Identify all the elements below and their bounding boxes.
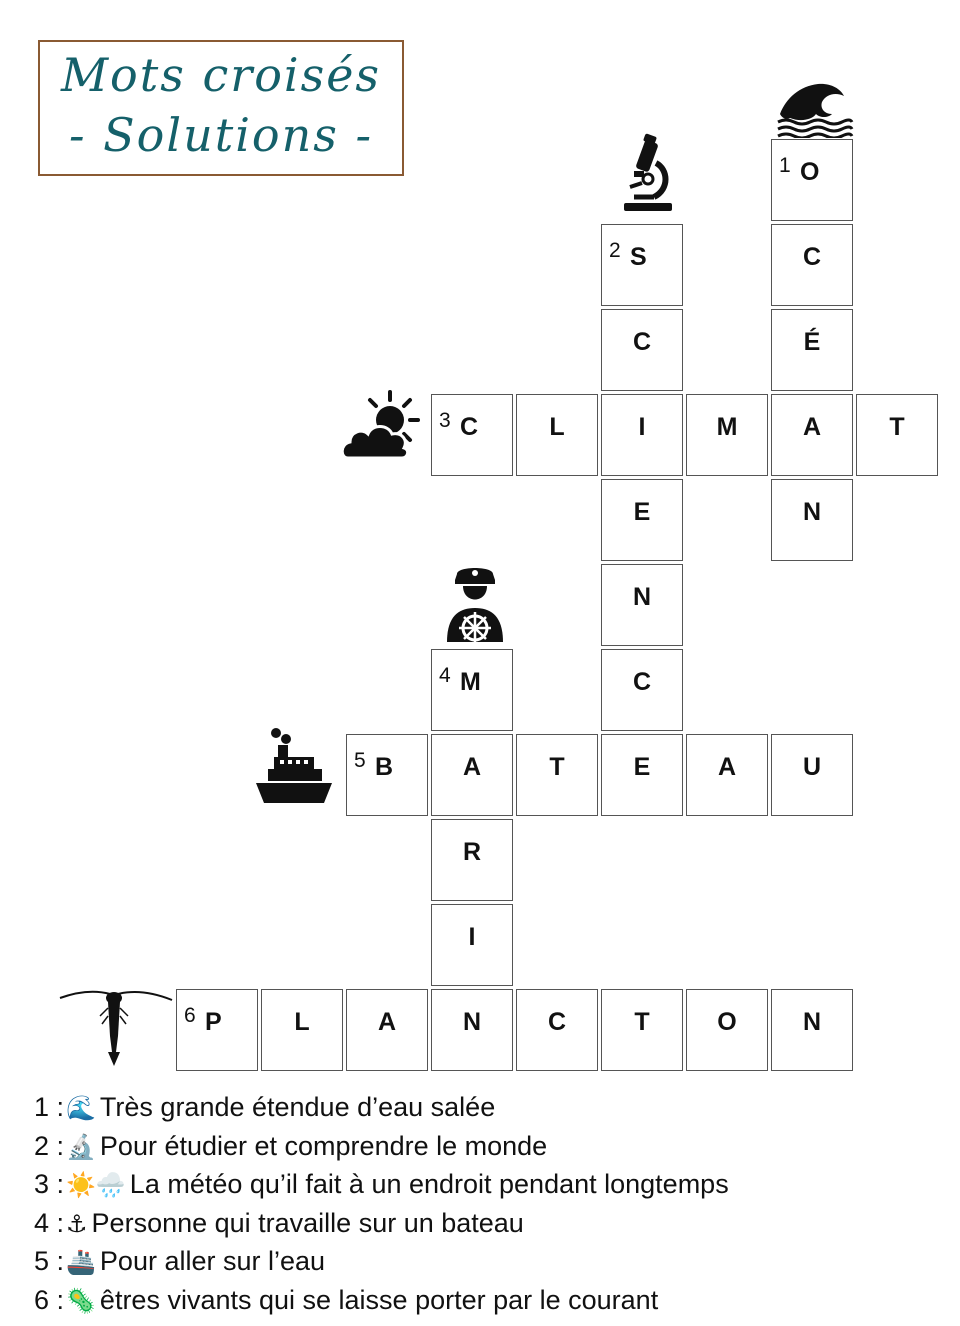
cell-4-i[interactable] — [431, 904, 513, 986]
microscope-icon: 🔬 — [66, 1133, 96, 1161]
cell-3-l[interactable] — [516, 394, 598, 476]
cell-letter: É — [803, 328, 821, 356]
cell-letter: R — [462, 838, 482, 866]
cell-letter: B — [375, 753, 394, 781]
cell-letter: A — [462, 753, 482, 781]
clue-number: 4 — [439, 664, 451, 687]
ship-icon: 🚢 — [66, 1249, 96, 1277]
clue-1 — [34, 1088, 934, 1127]
cell-2-i[interactable] — [601, 394, 683, 476]
clue-label: 3 : — [34, 1169, 65, 1200]
cell-letter: L — [549, 413, 565, 441]
clue-3 — [34, 1165, 934, 1204]
sun-cloud-icon — [340, 388, 422, 462]
clue-text: La météo qu’il fait à un endroit pendant longtemps — [129, 1169, 729, 1200]
cell-3-t[interactable] — [856, 394, 938, 476]
cell-6-o[interactable] — [686, 989, 768, 1071]
cell-6-n2[interactable] — [771, 989, 853, 1071]
cell-letter: A — [802, 413, 822, 441]
cell-5-b[interactable] — [346, 734, 428, 816]
boat-icon — [254, 727, 334, 805]
cell-2-c2[interactable] — [601, 649, 683, 731]
wave-icon — [776, 76, 854, 138]
clue-text: Pour aller sur l’eau — [99, 1246, 326, 1277]
clue-label: 1 : — [34, 1092, 65, 1122]
cell-6-t[interactable] — [601, 989, 683, 1071]
clue-label: 4 : — [34, 1207, 65, 1238]
cell-2-n[interactable] — [601, 564, 683, 646]
cell-letter: C — [460, 413, 479, 441]
cell-1-n[interactable] — [771, 479, 853, 561]
cell-3-m[interactable] — [686, 394, 768, 476]
clue-text: Personne qui travaille sur un bateau — [91, 1207, 524, 1238]
cell-letter: O — [800, 158, 820, 186]
clue-number: 6 — [184, 1004, 196, 1027]
cell-letter: U — [802, 753, 822, 781]
microbe-icon: 🦠 — [66, 1287, 96, 1315]
cell-letter: N — [802, 498, 822, 526]
clue-4 — [34, 1204, 934, 1243]
cell-5-t[interactable] — [516, 734, 598, 816]
page-title: Mots croisés — [60, 48, 382, 102]
clue-label: 6 : — [34, 1284, 65, 1315]
cell-2-e[interactable] — [601, 479, 683, 561]
cell-2-s[interactable] — [601, 224, 683, 306]
page-subtitle: - Solutions - — [69, 108, 373, 162]
clue-label: 5 : — [34, 1246, 65, 1277]
clue-2 — [34, 1127, 934, 1166]
cell-6-n[interactable] — [431, 989, 513, 1071]
clue-number: 1 — [779, 154, 791, 177]
cell-letter: S — [630, 243, 647, 271]
sun-rain-icon: ☀️🌧️ — [66, 1172, 126, 1200]
cell-2-c[interactable] — [601, 309, 683, 391]
cell-letter: A — [377, 1008, 397, 1036]
cell-6-l[interactable] — [261, 989, 343, 1071]
cell-letter: C — [547, 1008, 567, 1036]
clue-label: 2 : — [34, 1130, 65, 1161]
cell-letter: C — [632, 328, 652, 356]
cell-6-p[interactable] — [176, 989, 258, 1071]
anchor-icon: ⚓ — [66, 1210, 88, 1238]
clue-text: êtres vivants qui se laisse porter par le courant — [99, 1284, 659, 1315]
cell-letter: M — [716, 413, 738, 441]
cell-6-a[interactable] — [346, 989, 428, 1071]
cell-letter: L — [294, 1008, 310, 1036]
clue-text: Pour étudier et comprendre le monde — [99, 1130, 548, 1161]
cell-2-e2[interactable] — [601, 734, 683, 816]
cell-letter: P — [205, 1008, 222, 1036]
cell-letter: T — [889, 413, 905, 441]
cell-letter: I — [638, 413, 646, 441]
microscope-icon — [620, 133, 676, 213]
cell-letter: E — [633, 753, 651, 781]
cell-letter: T — [549, 753, 565, 781]
cell-letter: N — [462, 1008, 482, 1036]
clue-5 — [34, 1242, 934, 1281]
clue-number: 5 — [354, 749, 366, 772]
cell-letter: O — [717, 1008, 737, 1036]
cell-letter: C — [632, 668, 652, 696]
cell-letter: C — [802, 243, 822, 271]
cell-3-c[interactable] — [431, 394, 513, 476]
cell-6-c[interactable] — [516, 989, 598, 1071]
cell-letter: A — [717, 753, 737, 781]
cell-letter: N — [632, 583, 652, 611]
cell-1-o[interactable] — [771, 139, 853, 221]
cell-1-c[interactable] — [771, 224, 853, 306]
cell-letter: M — [460, 668, 481, 696]
cell-5-u[interactable] — [771, 734, 853, 816]
clue-6 — [34, 1281, 934, 1320]
cell-1-a[interactable] — [771, 394, 853, 476]
sailor-icon — [443, 564, 507, 642]
clue-number: 2 — [609, 239, 621, 262]
clue-text: Très grande étendue d’eau salée — [99, 1092, 496, 1122]
cell-5-a[interactable] — [686, 734, 768, 816]
cell-letter: N — [802, 1008, 822, 1036]
clues-list — [34, 1088, 934, 1320]
cell-1-e[interactable] — [771, 309, 853, 391]
cell-letter: I — [468, 923, 476, 951]
wave-icon: 🌊 — [66, 1095, 96, 1122]
cell-4-a[interactable] — [431, 734, 513, 816]
shrimp-icon — [58, 986, 174, 1066]
cell-4-r[interactable] — [431, 819, 513, 901]
cell-letter: T — [634, 1008, 650, 1036]
cell-4-m[interactable] — [431, 649, 513, 731]
clue-number: 3 — [439, 409, 451, 432]
cell-letter: E — [633, 498, 651, 526]
